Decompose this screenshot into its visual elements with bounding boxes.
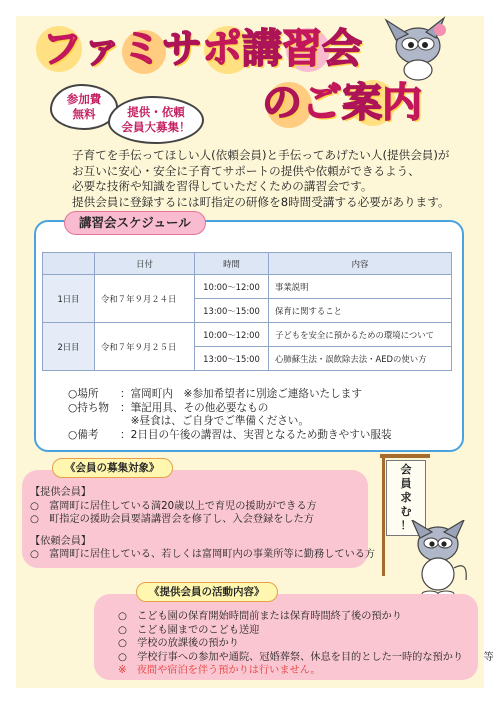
schedule-label: 講習会スケジュール	[64, 211, 206, 235]
table-row	[43, 275, 452, 299]
sign-char: む	[400, 505, 412, 518]
day-cell: 2日目	[43, 323, 95, 371]
list-item: ○ 町指定の援助会員要請講習会を修了し、入会登録をした方	[30, 514, 314, 526]
time-cell: 13:00～15:00	[195, 347, 269, 371]
title-char: の	[262, 80, 302, 126]
day-cell: 1日目	[43, 275, 95, 323]
content-cell: 保育に関すること	[269, 299, 452, 323]
intro-line: 必要な技術や知識を習得していただくための講習会です。	[72, 179, 373, 193]
warning-text: ※ 夜間や宿泊を伴う預かりは行いません。	[118, 665, 321, 677]
title-char: ミ	[122, 26, 162, 72]
activities-list	[118, 610, 494, 678]
table-header: 日付	[95, 253, 195, 275]
time-cell: 10:00～12:00	[195, 275, 269, 299]
cloud-text: 提供・依頼	[127, 105, 185, 119]
note-row	[68, 402, 392, 416]
note-key: ○場所	[68, 388, 99, 400]
table-header-row	[43, 253, 452, 275]
note-key	[68, 415, 120, 429]
content-cell: 心肺蘇生法・誤飲除去法・AEDの使い方	[269, 347, 452, 371]
title-char: ポ	[202, 26, 242, 72]
note-value: ※昼食は、ご自身でご準備ください。	[120, 415, 309, 427]
page-title-line1	[42, 24, 362, 84]
list-item: ○ 学校行事への参加や通院、冠婚葬祭、休息を目的とした一時的な預かり 等	[118, 651, 494, 663]
sign-pole	[382, 456, 385, 576]
list-item: ○ こども園の保育開始時間前または保育時間終了後の預かり	[118, 611, 402, 622]
title-char: 講	[242, 26, 282, 72]
time-cell: 10:00～12:00	[195, 323, 269, 347]
sign-char: 求	[400, 491, 412, 504]
title-char: フ	[42, 26, 82, 72]
content-cell: 子どもを安全に預かるための環境について	[269, 323, 452, 347]
title-char: 会	[322, 26, 362, 72]
members-pill: 《会員の募集対象》	[52, 458, 173, 478]
cloud-text: 無料	[72, 107, 96, 121]
table-row	[43, 323, 452, 347]
title-char: 案	[342, 80, 382, 126]
requester-heading: 【依頼会員】	[30, 535, 92, 547]
content-cell: 事業説明	[269, 275, 452, 299]
title-char: ァ	[82, 26, 122, 72]
date-cell: 令和７年９月２４日	[95, 275, 195, 323]
intro-line: 提供会員に登録するには町指定の研修を8時間受講する必要があります。	[72, 194, 450, 209]
note-key: ○持ち物	[68, 401, 110, 414]
list-item: ○ 富岡町に居住している満20歳以上で育児の援助ができる方	[30, 500, 317, 512]
list-item: ○ 学校の放課後の預かり	[118, 638, 239, 650]
activities-pill: 《提供会員の活動内容》	[136, 582, 278, 602]
time-cell: 13:00～15:00	[195, 299, 269, 323]
table-header: 時間	[195, 253, 269, 275]
table-header	[43, 253, 95, 275]
title-char: 内	[382, 80, 422, 126]
title-char: ご	[302, 80, 342, 126]
intro-line: お互いに安心・安全に子育てサポートの提供や依頼ができるよう、	[72, 163, 420, 178]
members-list	[30, 486, 375, 562]
note-value: ：筆記用具、その他必要なもの	[120, 401, 269, 414]
table-header: 内容	[269, 253, 452, 275]
note-row	[68, 429, 392, 443]
title-char: サ	[162, 26, 202, 72]
date-cell: 令和７年９月２５日	[95, 323, 195, 371]
note-row	[68, 415, 392, 429]
mascot-bottom-illustration	[404, 520, 474, 598]
intro-line: 子育てを手伝ってほしい人(依頼会員)と手伝ってあげたい人(提供会員)が	[72, 148, 450, 162]
list-item: ○ こども園までのこども送迎	[118, 624, 260, 636]
sign-char: ！	[400, 519, 412, 532]
note-row	[68, 388, 392, 402]
provider-heading: 【提供会員】	[30, 487, 92, 498]
title-char: 習	[282, 26, 322, 72]
sign-char: 会	[400, 463, 412, 476]
cloud-text: 会員大募集！	[121, 120, 191, 134]
page-title-line2	[262, 78, 422, 138]
sign-char: 員	[400, 477, 412, 490]
note-value: ：富岡町内 ※参加希望者に別途ご連絡いたします	[120, 388, 362, 400]
note-value: ：2日目の午後の講習は、実習となるため動きやすい服装	[120, 428, 392, 441]
schedule-table	[42, 252, 452, 371]
note-key: ○備考	[68, 428, 99, 441]
mascot-top-illustration	[378, 14, 458, 84]
cloud-text: 参加費	[66, 92, 102, 106]
list-item: ○ 富岡町に居住している、若しくは富岡町内の事業所等に勤務している方	[30, 549, 376, 561]
sign-pole-top	[380, 454, 430, 458]
schedule-notes	[68, 388, 392, 442]
intro-text	[72, 148, 472, 210]
recruit-cloud	[108, 96, 204, 144]
